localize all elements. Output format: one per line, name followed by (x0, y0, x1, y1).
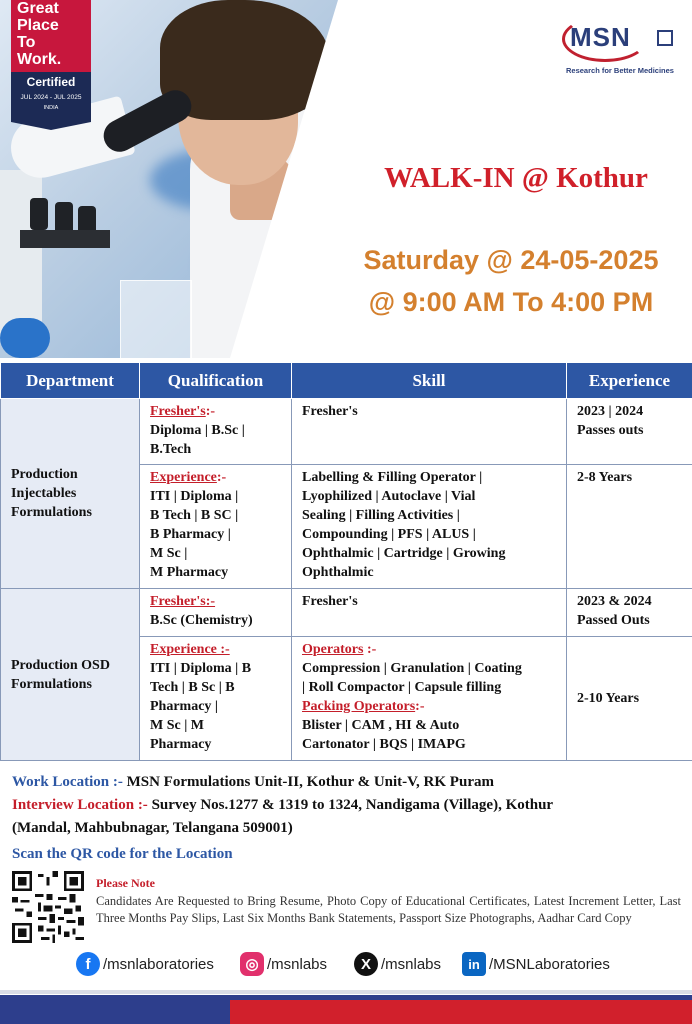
hero-diagonal-edge (230, 0, 338, 358)
walk-in-time: @ 9:00 AM To 4:00 PM (368, 287, 654, 317)
skill-cell: Labelling & Filling Operator | Lyophilized | Autoclave | Vial Sealing | Filling Activities | Compounding | PFS | ALUS | Ophthalmic | Cartridge | Growing Ophthalmic (292, 465, 567, 589)
instagram-icon: ◎ (240, 952, 264, 976)
great-place-to-work-badge (11, 0, 91, 122)
qualification-cell: Experience :- ITI | Diploma | B Tech | B Sc | B Pharmacy | M Sc | M Pharmacy (140, 637, 292, 761)
interview-location-value: Survey Nos.1277 & 1319 to 1324, Nandigama (Village), Kothur (151, 797, 554, 813)
footer-red-band (230, 1000, 692, 1024)
blue-glove (0, 318, 50, 358)
walk-in-headline: WALK-IN @ Kothur (384, 162, 648, 194)
qualification-label: Fresher's:- (150, 404, 216, 419)
badge-tip (11, 122, 91, 130)
work-location-label: Work Location :- (12, 774, 123, 790)
department-cell: Production OSD Formulations (1, 589, 140, 761)
openings-table (0, 362, 692, 761)
qr-code-icon[interactable] (12, 871, 84, 943)
table-row (1, 589, 692, 637)
badge-certified: Certified (26, 75, 76, 89)
qualification-label: Experience:- (150, 470, 227, 485)
social-instagram[interactable] (240, 950, 327, 978)
qualification-cell: Fresher's:- Diploma | B.Sc | B.Tech (140, 399, 292, 465)
qualification-cell: Experience:- ITI | Diploma | B Tech | B SC | B Pharmacy | M Sc | M Pharmacy (140, 465, 292, 589)
logo-name: MSN (570, 22, 631, 52)
logo-tagline: Research for Better Medicines (566, 66, 674, 75)
scan-qr-text: Scan the QR code for the Location (12, 846, 233, 862)
social-linkedin[interactable] (462, 950, 610, 978)
interview-location-continued: (Mandal, Mahbubnagar, Telangana 509001) (12, 820, 293, 836)
note-body: Candidates Are Requested to Bring Resume, Photo Copy of Educational Certificates, Latest Increment Letter, Last Three Months Pay Slips, Last Six Months Bank Statements, Passport Size Photographs, Aadhar Card Copy (96, 894, 681, 925)
microscope-arm (0, 170, 42, 340)
work-location (12, 774, 692, 791)
badge-certified-panel (11, 72, 91, 122)
skill-cell: Fresher's (292, 589, 567, 637)
msn-logo (560, 8, 678, 78)
glass-beaker (120, 280, 192, 358)
experience-cell: 2-8 Years (567, 465, 692, 589)
operators-label: Operators :- (302, 642, 377, 657)
social-handle: /msnlabs (381, 955, 442, 973)
social-x[interactable] (354, 950, 441, 978)
header-skill: Skill (292, 363, 567, 399)
walk-in-date: Saturday @ 24-05-2025 (363, 245, 659, 275)
interview-location-label: Interview Location :- (12, 797, 148, 813)
table-row (1, 399, 692, 465)
work-location-value: MSN Formulations Unit-II, Kothur & Unit-V, RK Puram (126, 774, 494, 790)
table-header-row (1, 363, 692, 399)
x-icon: X (354, 952, 378, 976)
badge-title: Great Place To Work. (17, 0, 62, 68)
packing-operators-label: Packing Operators:- (302, 699, 425, 714)
social-links (0, 950, 692, 980)
note-heading: Please Note (96, 876, 155, 890)
facebook-icon: f (76, 952, 100, 976)
logo-square-icon (657, 30, 673, 46)
skill-cell: Operators :- Compression | Granulation | Coating | Roll Compactor | Capsule filling Packing Operators:- Blister | CAM , HI & Auto Cartonator | BQS | IMAPG (292, 637, 567, 761)
linkedin-icon: in (462, 952, 486, 976)
experience-cell: 2-10 Years (567, 637, 692, 761)
skill-cell: Fresher's (292, 399, 567, 465)
qualification-cell: Fresher's:- B.Sc (Chemistry) (140, 589, 292, 637)
experience-cell: 2023 | 2024 Passes outs (567, 399, 692, 465)
microscope-lens (30, 198, 48, 230)
header-department: Department (1, 363, 140, 399)
header-qualification: Qualification (140, 363, 292, 399)
social-handle: /msnlaboratories (103, 955, 214, 973)
interview-location (12, 797, 692, 814)
microscope-stage (20, 230, 110, 248)
experience-cell: 2023 & 2024 Passed Outs (567, 589, 692, 637)
header-experience: Experience (567, 363, 692, 399)
department-cell: Production Injectables Formulations (1, 399, 140, 589)
badge-period: JUL 2024 - JUL 2025 (20, 94, 82, 101)
social-handle: /msnlabs (267, 955, 328, 973)
badge-country: INDIA (43, 105, 59, 111)
social-handle: /MSNLaboratories (489, 955, 610, 973)
footer-stripe (0, 990, 692, 994)
social-facebook[interactable] (76, 950, 214, 978)
